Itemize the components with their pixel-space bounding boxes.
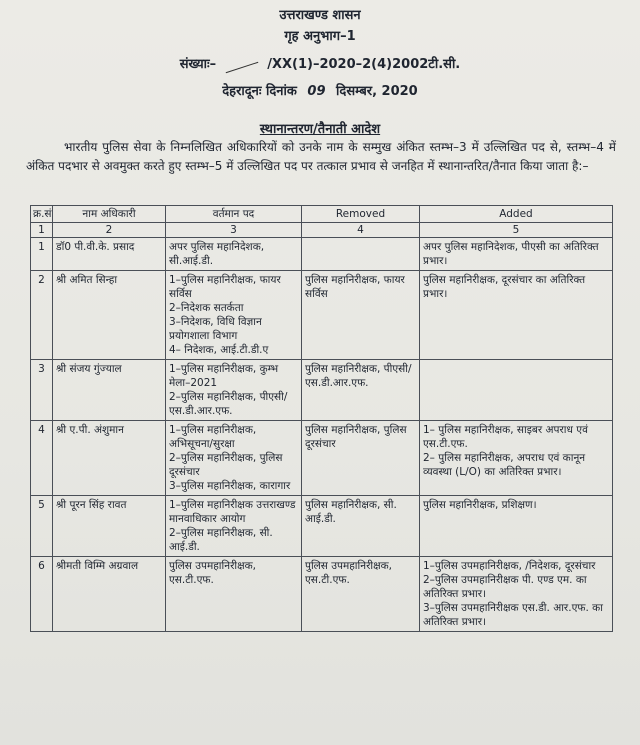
cell-line: 3–निदेशक, विधि विज्ञान प्रयोगशाला विभाग — [169, 316, 262, 342]
order-number — [0, 57, 640, 73]
cell-line: 1– पुलिस महानिरीक्षक, साइबर अपराध एवं एस.टी.एफ. — [423, 424, 588, 450]
current-post-cell — [166, 421, 302, 496]
added-post-cell — [420, 238, 613, 271]
intro-paragraph: भारतीय पुलिस सेवा के निम्नलिखित अधिकारियों को उनके नाम के सम्मुख अंकित स्तम्भ–3 में उल्लिखित पद से, स्तम्भ–4 में अंकित पदभार से अवमुक्त करते हुए स्तम्भ–5 में उल्लिखित पद पर तत्काल प्रभाव से जनहित में स्थानान्तरित/तैनात किया जाता है:– — [26, 140, 616, 173]
government-heading: उत्तराखण्ड शासन — [279, 8, 361, 23]
serial-cell: 2 — [31, 271, 53, 360]
table-row — [31, 360, 613, 421]
column-number: 4 — [302, 223, 420, 238]
table-header-row — [31, 206, 613, 223]
column-header: क्र.सं — [31, 206, 53, 223]
serial-cell: 5 — [31, 496, 53, 557]
removed-post-cell — [302, 271, 420, 360]
current-post-cell — [166, 360, 302, 421]
cell-line: पुलिस महानिरीक्षक, पीएसी/एस.डी.आर.एफ. — [305, 363, 412, 389]
current-post-cell — [166, 271, 302, 360]
cell-line: 1–पुलिस उपमहानिरीक्षक, /निदेशक, दूरसंचार — [423, 560, 596, 572]
column-header: नाम अधिकारी — [53, 206, 166, 223]
removed-post-cell — [302, 421, 420, 496]
column-number: 5 — [420, 223, 613, 238]
cell-line: 2– पुलिस महानिरीक्षक, अपराध एवं कानून व्यवस्था (L/O) का अतिरिक्त प्रभार। — [423, 452, 586, 478]
cell-line: अपर पुलिस महानिदेशक, सी.आई.डी. — [169, 241, 265, 267]
serial-cell: 6 — [31, 557, 53, 632]
cell-line: पुलिस महानिरीक्षक, सी. आई.डी. — [305, 499, 397, 525]
added-post-cell — [420, 271, 613, 360]
department-heading: गृह अनुभाग–1 — [284, 29, 356, 44]
serial-cell: 3 — [31, 360, 53, 421]
cell-line: 3–पुलिस महानिरीक्षक, कारागार — [169, 480, 291, 492]
order-number-value: /XX(1)–2020–2(4)2002टी.सी. — [267, 57, 461, 72]
cell-line: 2–पुलिस महानिरीक्षक, पीएसी/एस.डी.आर.एफ. — [169, 391, 288, 417]
cell-line: पुलिस महानिरीक्षक, पुलिस दूरसंचार — [305, 424, 407, 450]
cell-line: 1–पुलिस महानिरीक्षक, फायर सर्विस — [169, 274, 281, 300]
table-row — [31, 271, 613, 360]
serial-cell: 4 — [31, 421, 53, 496]
removed-post-cell — [302, 238, 420, 271]
cell-line: पुलिस महानिरीक्षक, प्रशिक्षण। — [423, 499, 537, 511]
cell-line: 4– निदेशक, आई.टी.डी.ए — [169, 344, 269, 356]
cell-line: पुलिस महानिरीक्षक, फायर सर्विस — [305, 274, 405, 300]
order-number-label: संख्याः– — [179, 57, 217, 72]
table-row — [31, 496, 613, 557]
cell-line: 2–पुलिस महानिरीक्षक, पुलिस दूरसंचार — [169, 452, 283, 478]
table-row — [31, 238, 613, 271]
officer-name-cell: श्री पूरन सिंह रावत — [53, 496, 166, 557]
column-number: 2 — [53, 223, 166, 238]
cell-line: 3–पुलिस उपमहानिरीक्षक एस.डी. आर.एफ. का अतिरिक्त प्रभार। — [423, 602, 603, 628]
officer-name-cell: श्री अमित सिन्हा — [53, 271, 166, 360]
current-post-cell — [166, 238, 302, 271]
column-number-row — [31, 223, 613, 238]
transfer-table — [30, 205, 613, 632]
place-date-line — [0, 84, 640, 100]
column-header: Added — [420, 206, 613, 223]
officer-name-cell: डॉ0 पी.वी.के. प्रसाद — [53, 238, 166, 271]
date-month-year: दिसम्बर, 2020 — [336, 84, 418, 99]
cell-line: 2–निदेशक सतर्कता — [169, 302, 244, 314]
column-number: 1 — [31, 223, 53, 238]
removed-post-cell — [302, 360, 420, 421]
cell-line: पुलिस उपमहानिरीक्षक, एस.टी.एफ. — [305, 560, 393, 586]
current-post-cell — [166, 496, 302, 557]
cell-line: 2–पुलिस उपमहानिरीक्षक पी. एण्ड एम. का अतिरिक्त प्रभार। — [423, 574, 587, 600]
removed-post-cell — [302, 557, 420, 632]
table-body — [31, 238, 613, 632]
order-title: स्थानान्तरण/तैनाती आदेश — [259, 122, 381, 137]
cell-line: अपर पुलिस महानिदेशक, पीएसी का अतिरिक्त प्रभार। — [423, 241, 599, 267]
cell-line: 2–पुलिस महानिरीक्षक, सी. आई.डी. — [169, 527, 273, 553]
current-post-cell — [166, 557, 302, 632]
cell-line: 1–पुलिस महानिरीक्षक उत्तराखण्ड मानवाधिकार आयोग — [169, 499, 296, 525]
table-row — [31, 421, 613, 496]
added-post-cell — [420, 360, 613, 421]
table-row — [31, 557, 613, 632]
cell-line: 1–पुलिस महानिरीक्षक, अभिसूचना/सुरक्षा — [169, 424, 257, 450]
added-post-cell — [420, 421, 613, 496]
column-header: वर्तमान पद — [166, 206, 302, 223]
column-number: 3 — [166, 223, 302, 238]
place-date-label: देहरादूनः दिनांक — [222, 84, 297, 99]
cell-line: 1–पुलिस महानिरीक्षक, कुम्भ मेला–2021 — [169, 363, 279, 389]
officer-name-cell: श्री संजय गुंज्याल — [53, 360, 166, 421]
removed-post-cell — [302, 496, 420, 557]
cell-line: पुलिस उपमहानिरीक्षक, एस.टी.एफ. — [169, 560, 257, 586]
officer-name-cell: श्रीमती विम्मि अग्रवाल — [53, 557, 166, 632]
officer-name-cell: श्री ए.पी. अंशुमान — [53, 421, 166, 496]
cell-line: पुलिस महानिरीक्षक, दूरसंचार का अतिरिक्त प्रभार। — [423, 274, 586, 300]
number-blank-stroke — [225, 62, 258, 73]
serial-cell: 1 — [31, 238, 53, 271]
added-post-cell — [420, 557, 613, 632]
added-post-cell — [420, 496, 613, 557]
date-day: 09 — [307, 84, 326, 99]
column-header: Removed — [302, 206, 420, 223]
